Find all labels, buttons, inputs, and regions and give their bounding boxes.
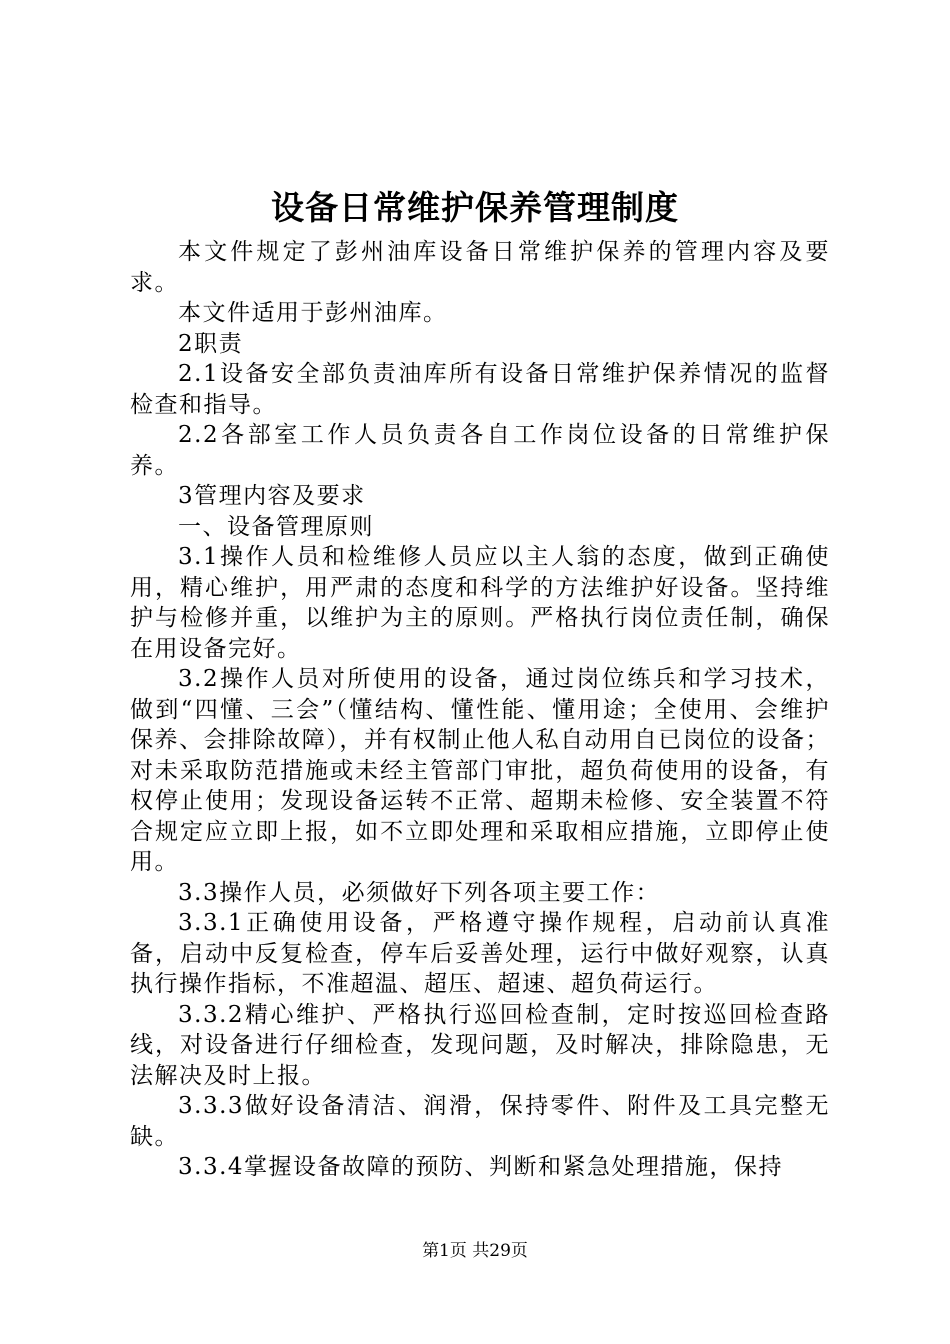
paragraph-3-2: 3.2操作人员对所使用的设备，通过岗位练兵和学习技术，做到“四懂、三会”（懂结构、懂性能、懂用途；全使用、会维护保养、会排除故障），并有权制止他人私自动用自已岗位的设备；对未采取防范措施或未经主管部门审批，超负荷使用的设备，有权停止使用；发现设备运转不正常、超期未检修、安全装置不符合规定应立即上报，如不立即处理和采取相应措施，立即停止使用。 bbox=[130, 666, 830, 875]
heading-management-content: 3管理内容及要求 bbox=[178, 483, 366, 509]
paragraph-3-3-3: 3.3.3做好设备清洁、润滑，保持零件、附件及工具完整无缺。 bbox=[130, 1093, 830, 1150]
paragraph-3-1: 3.1操作人员和检维修人员应以主人翁的态度，做到正确使用，精心维护，用严肃的态度和科学的方法维护好设备。坚持维护与检修并重，以维护为主的原则。严格执行岗位责任制，确保在用设备完好。 bbox=[130, 544, 830, 662]
paragraph-applicability: 本文件适用于彭州油库。 bbox=[178, 300, 448, 326]
page-footer: 第1页 共29页 bbox=[422, 1241, 528, 1261]
paragraph-3-3-1: 3.3.1正确使用设备，严格遵守操作规程，启动前认真准备，启动中反复检查，停车后妥善处理，运行中做好观察，认真执行操作指标，不准超温、超压、超速、超负荷运行。 bbox=[130, 910, 830, 997]
paragraph-3-3-4: 3.3.4掌握设备故障的预防、判断和紧急处理措施，保持 bbox=[178, 1154, 784, 1180]
document-title: 设备日常维护保养管理制度 bbox=[271, 188, 679, 227]
paragraph-2-2: 2.2各部室工作人员负责各自工作岗位设备的日常维护保养。 bbox=[130, 422, 830, 479]
paragraph-3-3: 3.3操作人员，必须做好下列各项主要工作： bbox=[178, 879, 661, 906]
document-body bbox=[130, 237, 830, 1183]
paragraph-3-3-2: 3.3.2精心维护、严格执行巡回检查制，定时按巡回检查路线，对设备进行仔细检查，发现问题，及时解决，排除隐患，无法解决及时上报。 bbox=[130, 1001, 830, 1089]
heading-equipment-principles: 一、设备管理原则 bbox=[178, 513, 374, 540]
heading-responsibilities: 2职责 bbox=[178, 330, 244, 357]
paragraph-scope: 本文件规定了彭州油库设备日常维护保养的管理内容及要求。 bbox=[130, 239, 830, 296]
paragraph-2-1: 2.1设备安全部负责油库所有设备日常维护保养情况的监督检查和指导。 bbox=[130, 361, 830, 418]
